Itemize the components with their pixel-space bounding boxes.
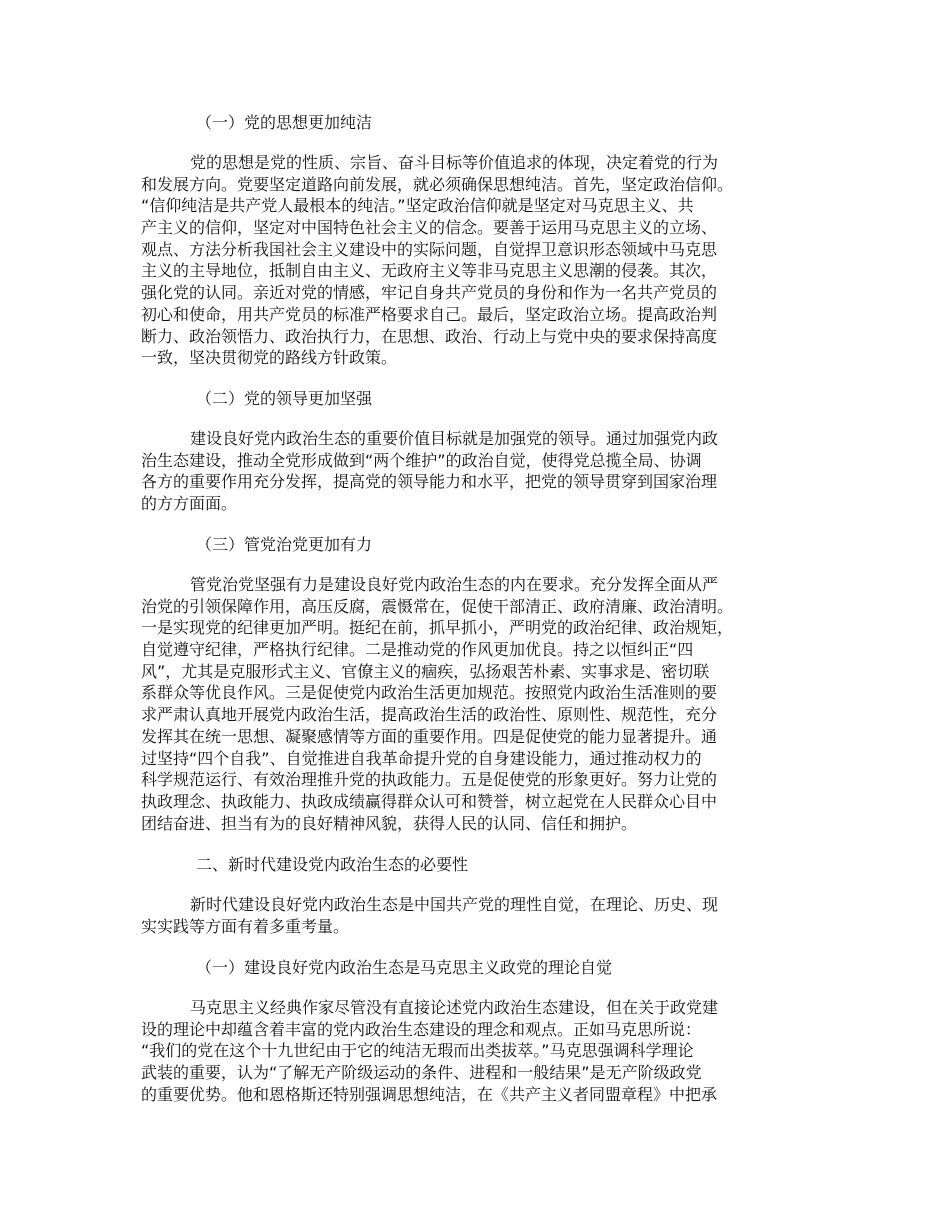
- paragraph-line: 的重要优势。他和恩格斯还特别强调思想纯洁，在《共产主义者同盟章程》中把承: [141, 1084, 718, 1104]
- paragraph-line: “信仰纯洁是共产党人最根本的纯洁。”坚定政治信仰就是坚定对马克思主义、共: [141, 196, 694, 216]
- paragraph-line: 主义的主导地位，抵制自由主义、无政府主义等非马克思主义思潮的侵袭。其次，: [141, 261, 718, 281]
- paragraph-line: 党的思想是党的性质、宗旨、奋斗目标等价值追求的体现，决定着党的行为: [190, 153, 719, 172]
- section-paragraph-4: [141, 894, 821, 937]
- paragraph-line: 设的理论中却蕴含着丰富的党内政治生态建设的理念和观点。正如马克思所说：: [141, 1019, 702, 1039]
- section-paragraph-2: [141, 428, 821, 515]
- paragraph-line: 团结奋进、担当有为的良好精神风貌，获得人民的认同、信任和拥护。: [141, 813, 638, 833]
- paragraph-line: 新时代建设良好党内政治生态是中国共产党的理性自觉，在理论、历史、现: [190, 895, 719, 914]
- paragraph-line: 求严肃认真地开展党内政治生活，提高政治生活的政治性、原则性、规范性，充分: [141, 705, 718, 725]
- paragraph-line: 的方方面面。: [141, 494, 238, 514]
- paragraph-line: 科学规范运行、有效治理推升党的执政能力。五是促使党的形象更好。努力让党的: [141, 770, 718, 790]
- paragraph-line: 一是实现党的纪律更加严明。挺纪在前，抓早抓小，严明党的政治纪律、政治规矩，: [141, 618, 734, 638]
- paragraph-line: 过坚持“四个自我”、自觉推进自我革命提升党的自身建设能力，通过推动权力的: [141, 748, 702, 768]
- paragraph-line: 武装的重要，认为“了解无产阶级运动的条件、进程和一般结果”是无产阶级政党: [141, 1063, 702, 1083]
- section-paragraph-1: [141, 152, 821, 369]
- paragraph-line: 马克思主义经典作家尽管没有直接论述党内政治生态建设，但在关于政党建: [190, 998, 719, 1017]
- section-paragraph-3: [141, 574, 821, 834]
- paragraph-line: 治生态建设，推动全党形成做到“两个维护”的政治自觉，使得党总揽全局、协调: [141, 450, 702, 470]
- paragraph-line: 各方的重要作用充分发挥，提高党的领导能力和水平，把党的领导贯穿到国家治理: [141, 472, 718, 492]
- paragraph-line: 断力、政治领悟力、政治执行力，在思想、政治、行动上与党中央的要求保持高度: [141, 326, 718, 346]
- paragraph-line: 一致，坚决贯彻党的路线方针政策。: [141, 348, 398, 368]
- paragraph-line: 自觉遵守纪律，严格执行纪律。二是推动党的作风更加优良。持之以恒纠正“四: [141, 640, 694, 660]
- paragraph-line: “我们的党在这个十九世纪由于它的纯洁无瑕而出类拔萃。”马克思强调科学理论: [141, 1041, 694, 1061]
- paragraph-line: 建设良好党内政治生态的重要价值目标就是加强党的领导。通过加强党内政: [190, 429, 719, 448]
- paragraph-line: 治党的引领保障作用，高压反腐，震慑常在，促使干部清正、政府清廉、政治清明。: [141, 596, 734, 616]
- paragraph-line: 强化党的认同。亲近对党的情感，牢记自身共产党员的身份和作为一名共产党员的: [141, 283, 718, 303]
- paragraph-line: 观点、方法分析我国社会主义建设中的实际问题，自觉捍卫意识形态领域中马克思: [141, 239, 718, 259]
- paragraph-line: 执政理念、执政能力、执政成绩赢得群众认可和赞誉，树立起党在人民群众心目中: [141, 791, 718, 811]
- paragraph-line: 和发展方向。党要坚定道路向前发展，就必须确保思想纯洁。首先，坚定政治信仰。: [141, 174, 734, 194]
- section-heading-1: （一）党的思想更加纯洁: [196, 113, 373, 132]
- section-heading-4: 二、新时代建设党内政治生态的必要性: [196, 855, 469, 874]
- paragraph-line: 风”，尤其是克服形式主义、官僚主义的痼疾，弘扬艰苦朴素、实事求是、密切联: [141, 661, 710, 681]
- paragraph-line: 初心和使命，用共产党员的标准严格要求自己。最后，坚定政治立场。提高政治判: [141, 304, 718, 324]
- section-heading-2: （二）党的领导更加坚强: [196, 389, 373, 408]
- paragraph-line: 发挥其在统一思想、凝聚感情等方面的重要作用。四是促使党的能力显著提升。通: [141, 726, 718, 746]
- section-paragraph-5: [141, 997, 821, 1105]
- paragraph-line: 产主义的信仰，坚定对中国特色社会主义的信念。要善于运用马克思主义的立场、: [141, 218, 718, 238]
- section-heading-3: （三）管党治党更加有力: [196, 535, 373, 554]
- paragraph-line: 系群众等优良作风。三是促使党内政治生活更加规范。按照党内政治生活准则的要: [141, 683, 718, 703]
- paragraph-line: 管党治党坚强有力是建设良好党内政治生态的内在要求。充分发挥全面从严: [190, 575, 719, 594]
- paragraph-line: 实实践等方面有着多重考量。: [141, 916, 350, 936]
- section-heading-5: （一）建设良好党内政治生态是马克思主义政党的理论自觉: [196, 958, 613, 977]
